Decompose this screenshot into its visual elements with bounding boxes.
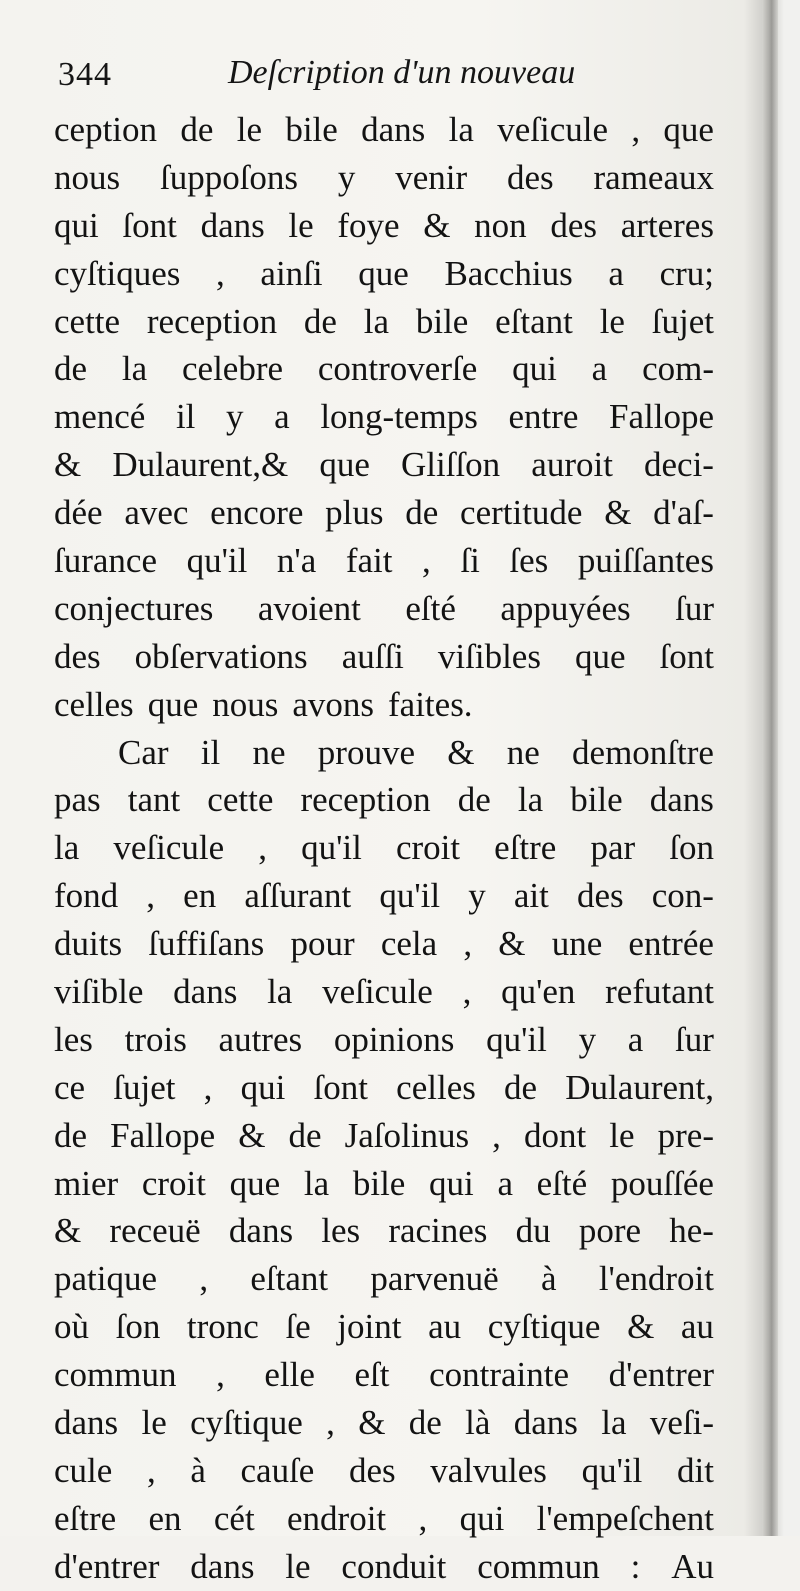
word: avec bbox=[124, 493, 189, 533]
word: pre- bbox=[657, 1115, 714, 1155]
word: le bbox=[285, 1546, 311, 1586]
word: y bbox=[226, 397, 244, 437]
word: croit bbox=[395, 828, 461, 868]
word: pour bbox=[290, 924, 355, 964]
word: de bbox=[180, 110, 214, 149]
word: cauſe bbox=[240, 1450, 315, 1490]
text-line bbox=[54, 345, 714, 393]
word: auroit bbox=[531, 445, 613, 485]
word: eſtre bbox=[54, 1498, 117, 1538]
word: & bbox=[358, 1403, 386, 1443]
word: y bbox=[468, 876, 486, 916]
word: a bbox=[591, 349, 608, 389]
word: le bbox=[141, 1403, 167, 1443]
text-line bbox=[54, 872, 714, 920]
word: au bbox=[680, 1307, 714, 1347]
word: celebre bbox=[182, 349, 284, 389]
word: tant bbox=[127, 780, 181, 820]
word: ſes bbox=[509, 541, 549, 581]
word: que bbox=[229, 1163, 281, 1203]
word: dans bbox=[190, 1546, 255, 1586]
word: reception bbox=[300, 780, 431, 820]
word: ſur bbox=[675, 588, 714, 628]
word: les bbox=[54, 1019, 93, 1059]
word: dans bbox=[361, 110, 426, 149]
word: parvenuë bbox=[370, 1259, 499, 1299]
text-line bbox=[54, 729, 714, 777]
word: que bbox=[663, 110, 714, 149]
text-line bbox=[54, 1351, 714, 1399]
word: ait bbox=[513, 876, 549, 916]
word: le bbox=[599, 301, 625, 341]
word: cyſtique bbox=[487, 1307, 601, 1347]
word: opinions bbox=[333, 1019, 455, 1059]
word: ne bbox=[252, 732, 286, 772]
word: , bbox=[631, 110, 641, 149]
word: non bbox=[474, 205, 527, 245]
word: ſe bbox=[285, 1307, 311, 1347]
word: la bbox=[303, 1163, 330, 1203]
word: au bbox=[428, 1307, 462, 1347]
word: de bbox=[54, 1115, 88, 1155]
word: cule bbox=[54, 1450, 113, 1490]
word: a bbox=[497, 1163, 513, 1203]
word: , bbox=[418, 1498, 428, 1538]
word: de bbox=[408, 1403, 442, 1443]
word: des bbox=[507, 157, 554, 197]
word: la bbox=[54, 828, 80, 868]
word: ſuppoſons bbox=[159, 157, 299, 197]
word: qui bbox=[240, 1067, 286, 1107]
word: y bbox=[578, 1019, 597, 1059]
word: y bbox=[337, 157, 356, 197]
word: bile bbox=[570, 780, 623, 820]
word: faites. bbox=[388, 684, 473, 724]
word: dit bbox=[676, 1450, 714, 1490]
word: receuë bbox=[109, 1211, 201, 1251]
word: cette bbox=[207, 780, 274, 820]
word: & bbox=[238, 1115, 266, 1155]
word: , bbox=[216, 253, 225, 293]
word: la bbox=[267, 972, 293, 1012]
word: eſtre bbox=[494, 828, 557, 868]
word: viſibles bbox=[437, 636, 541, 676]
word: la bbox=[121, 349, 148, 389]
word: eſt bbox=[354, 1355, 390, 1395]
word: ſuffiſans bbox=[148, 924, 265, 964]
word: qu'il bbox=[186, 541, 248, 581]
word: puiſſantes bbox=[577, 541, 714, 581]
word: avons bbox=[292, 684, 375, 724]
word: mier bbox=[54, 1163, 119, 1203]
word: racines bbox=[388, 1211, 488, 1251]
word: cyſtiques bbox=[54, 253, 181, 293]
word: nous bbox=[212, 684, 279, 724]
word: bile bbox=[352, 1163, 406, 1203]
word: Fallope bbox=[110, 1115, 216, 1155]
word: Dulaurent, bbox=[565, 1067, 714, 1107]
word: l'endroit bbox=[598, 1259, 714, 1299]
word: commun bbox=[477, 1546, 600, 1586]
word: Jaſolinus bbox=[344, 1115, 470, 1155]
text-line bbox=[54, 537, 714, 585]
running-title: Deſcription d'un nouveau bbox=[228, 54, 576, 91]
word: qu'il bbox=[301, 828, 362, 868]
word: des bbox=[54, 636, 101, 676]
text-line bbox=[54, 1543, 714, 1591]
word: de bbox=[457, 780, 491, 820]
text-line bbox=[54, 1495, 714, 1543]
text-line bbox=[54, 298, 714, 346]
word: appuyées bbox=[500, 588, 631, 628]
word: , bbox=[462, 972, 472, 1012]
word: & bbox=[627, 1307, 655, 1347]
word: ſurance bbox=[54, 541, 157, 581]
word: a bbox=[608, 253, 624, 293]
word: prouve bbox=[317, 732, 415, 772]
word: , bbox=[199, 1259, 209, 1299]
word: pore bbox=[578, 1211, 642, 1251]
word: de bbox=[288, 1115, 322, 1155]
word: ſont bbox=[122, 205, 177, 245]
word: cyſtique bbox=[190, 1403, 303, 1443]
word: , bbox=[203, 1067, 213, 1107]
word: elle bbox=[264, 1355, 315, 1395]
text-line bbox=[54, 585, 714, 633]
word: & bbox=[447, 732, 475, 772]
word: ne bbox=[506, 732, 540, 772]
word: ainſi bbox=[260, 253, 323, 293]
word: dans bbox=[649, 780, 714, 820]
word: pouſſée bbox=[610, 1163, 714, 1203]
word: trois bbox=[124, 1019, 187, 1059]
word: ception bbox=[54, 110, 158, 149]
word: celles bbox=[396, 1067, 476, 1107]
word: dans bbox=[200, 205, 265, 245]
word: du bbox=[515, 1211, 551, 1251]
text-line bbox=[54, 1207, 714, 1255]
word: ſont bbox=[313, 1067, 368, 1107]
text-line bbox=[54, 776, 714, 824]
word: des bbox=[550, 205, 598, 245]
book-spine-shadow bbox=[762, 0, 778, 1536]
text-line bbox=[54, 1064, 714, 1112]
word: conjectures bbox=[54, 588, 214, 628]
word: eſtant bbox=[495, 301, 573, 341]
word: commun bbox=[54, 1355, 177, 1395]
word: & bbox=[498, 924, 526, 964]
word: eſté bbox=[536, 1163, 588, 1203]
word: viſible bbox=[54, 972, 144, 1012]
word: obſervations bbox=[134, 636, 308, 676]
word: certitude bbox=[460, 493, 583, 533]
word: des bbox=[348, 1450, 396, 1490]
word: il bbox=[175, 397, 196, 437]
word: , bbox=[146, 876, 156, 916]
word: entre bbox=[508, 397, 579, 437]
word: ſont bbox=[659, 636, 714, 676]
word: , bbox=[422, 541, 431, 581]
word: d'aſ- bbox=[653, 493, 714, 533]
word: bile bbox=[415, 301, 469, 341]
text-line bbox=[54, 1160, 714, 1208]
word: veſicule bbox=[497, 110, 608, 149]
text-line bbox=[54, 1399, 714, 1447]
word: Dulaurent,& bbox=[112, 445, 289, 485]
word: en bbox=[148, 1498, 182, 1538]
word: : bbox=[630, 1546, 641, 1586]
word: Car bbox=[118, 732, 169, 772]
word: , bbox=[258, 828, 267, 868]
word: Bacchius bbox=[444, 253, 573, 293]
word: foye bbox=[337, 205, 400, 245]
word: cette bbox=[54, 301, 121, 341]
word: & bbox=[54, 445, 82, 485]
word: nous bbox=[54, 157, 121, 197]
word: d'entrer bbox=[608, 1355, 714, 1395]
word: ſujet bbox=[113, 1067, 176, 1107]
word: tronc bbox=[186, 1307, 259, 1347]
text-line bbox=[54, 681, 714, 729]
word: de bbox=[303, 301, 337, 341]
word: contrainte bbox=[429, 1355, 569, 1395]
text-line bbox=[54, 1447, 714, 1495]
word: conduit bbox=[341, 1546, 447, 1586]
word: croit bbox=[141, 1163, 206, 1203]
word: refutant bbox=[605, 972, 714, 1012]
word: fait bbox=[345, 541, 393, 581]
text-line bbox=[54, 154, 714, 202]
text-line bbox=[54, 106, 714, 154]
text-line bbox=[54, 1303, 714, 1351]
word: ce bbox=[54, 1067, 86, 1107]
word: demonſtre bbox=[572, 732, 714, 772]
word: de bbox=[405, 493, 439, 533]
word: qu'il bbox=[486, 1019, 547, 1059]
word: dans bbox=[228, 1211, 294, 1251]
word: veſicule bbox=[322, 972, 433, 1012]
word: , bbox=[463, 924, 473, 964]
word: ſur bbox=[675, 1019, 714, 1059]
text-line bbox=[54, 1112, 714, 1160]
word: les bbox=[321, 1211, 361, 1251]
word: cét bbox=[213, 1498, 255, 1538]
word: la bbox=[517, 780, 544, 820]
word: la bbox=[601, 1403, 627, 1443]
word: à bbox=[190, 1450, 206, 1490]
word: autres bbox=[218, 1019, 303, 1059]
word: deci- bbox=[644, 445, 714, 485]
word: veſi- bbox=[649, 1403, 714, 1443]
word: cela bbox=[380, 924, 438, 964]
word: aſſurant bbox=[244, 876, 352, 916]
word: celles bbox=[54, 684, 134, 724]
word: qui bbox=[459, 1498, 505, 1538]
word: là bbox=[465, 1403, 491, 1443]
word: dans bbox=[513, 1403, 578, 1443]
word: eſté bbox=[405, 588, 456, 628]
word: eſtant bbox=[250, 1259, 329, 1299]
word: ſon bbox=[669, 828, 714, 868]
word: dont bbox=[523, 1115, 587, 1155]
text-line bbox=[54, 920, 714, 968]
word: le bbox=[288, 205, 314, 245]
word: joint bbox=[337, 1307, 402, 1347]
word: ſon bbox=[115, 1307, 161, 1347]
word: pas bbox=[54, 780, 101, 820]
word: & bbox=[423, 205, 451, 245]
word: a bbox=[274, 397, 290, 437]
word: qu'en bbox=[501, 972, 576, 1012]
word: duits bbox=[54, 924, 123, 964]
text-line bbox=[54, 1016, 714, 1064]
page-number: 344 bbox=[58, 56, 112, 93]
word: que bbox=[358, 253, 409, 293]
text-line bbox=[54, 202, 714, 250]
word: dans bbox=[54, 1403, 119, 1443]
word: que bbox=[147, 684, 199, 724]
text-line bbox=[54, 1255, 714, 1303]
word: ſi bbox=[460, 541, 480, 581]
word: la bbox=[363, 301, 390, 341]
word: ſujet bbox=[651, 301, 714, 341]
word: en bbox=[183, 876, 217, 916]
word: le bbox=[609, 1115, 635, 1155]
word: dée bbox=[54, 493, 103, 533]
word: l'empeſchent bbox=[536, 1498, 714, 1538]
text-line bbox=[54, 441, 714, 489]
word: qui bbox=[512, 349, 557, 389]
text-line bbox=[54, 250, 714, 298]
word: auſſi bbox=[341, 636, 404, 676]
word: de bbox=[504, 1067, 538, 1107]
text-line bbox=[54, 968, 714, 1016]
word: des bbox=[576, 876, 624, 916]
word: n'a bbox=[276, 541, 317, 581]
text-line bbox=[54, 489, 714, 537]
word: qui bbox=[429, 1163, 474, 1203]
word: qu'il bbox=[581, 1450, 643, 1490]
word: Au bbox=[671, 1546, 714, 1586]
word: le bbox=[236, 110, 262, 149]
word: patique bbox=[54, 1259, 158, 1299]
word: Fallope bbox=[609, 397, 714, 437]
word: con- bbox=[651, 876, 714, 916]
word: bile bbox=[285, 110, 338, 149]
word: long-temps bbox=[320, 397, 478, 437]
word: plus bbox=[325, 493, 384, 533]
word: à bbox=[540, 1259, 557, 1299]
word: controverſe bbox=[317, 349, 478, 389]
word: veſicule bbox=[113, 828, 225, 868]
word: , bbox=[492, 1115, 501, 1155]
word: mencé bbox=[54, 397, 146, 437]
text-line bbox=[54, 393, 714, 441]
text-line bbox=[54, 633, 714, 681]
word: d'entrer bbox=[54, 1546, 160, 1586]
word: & bbox=[54, 1211, 82, 1251]
word: , bbox=[326, 1403, 335, 1443]
word: rameaux bbox=[593, 157, 714, 197]
word: com- bbox=[642, 349, 714, 389]
word: où bbox=[54, 1307, 89, 1347]
word: encore bbox=[210, 493, 304, 533]
word: endroit bbox=[287, 1498, 387, 1538]
word: cru; bbox=[659, 253, 714, 293]
word: he- bbox=[669, 1211, 714, 1251]
word: , bbox=[146, 1450, 156, 1490]
word: valvules bbox=[430, 1450, 547, 1490]
body-text bbox=[54, 106, 714, 1591]
word: dans bbox=[173, 972, 238, 1012]
word: avoient bbox=[257, 588, 361, 628]
word: qu'il bbox=[379, 876, 441, 916]
word: qui bbox=[54, 205, 99, 245]
running-head bbox=[58, 52, 718, 102]
word: il bbox=[200, 732, 221, 772]
word: que bbox=[319, 445, 370, 485]
text-line bbox=[54, 824, 714, 872]
word: que bbox=[574, 636, 626, 676]
word: de bbox=[54, 349, 88, 389]
word: la bbox=[448, 110, 474, 149]
word: fond bbox=[54, 876, 119, 916]
word: une bbox=[551, 924, 603, 964]
word: & bbox=[604, 493, 632, 533]
word: venir bbox=[395, 157, 468, 197]
word: reception bbox=[146, 301, 278, 341]
word: , bbox=[216, 1355, 225, 1395]
word: a bbox=[627, 1019, 644, 1059]
word: entrée bbox=[628, 924, 714, 964]
word: par bbox=[590, 828, 636, 868]
word: Gliſſon bbox=[401, 445, 501, 485]
word: arteres bbox=[620, 205, 714, 245]
